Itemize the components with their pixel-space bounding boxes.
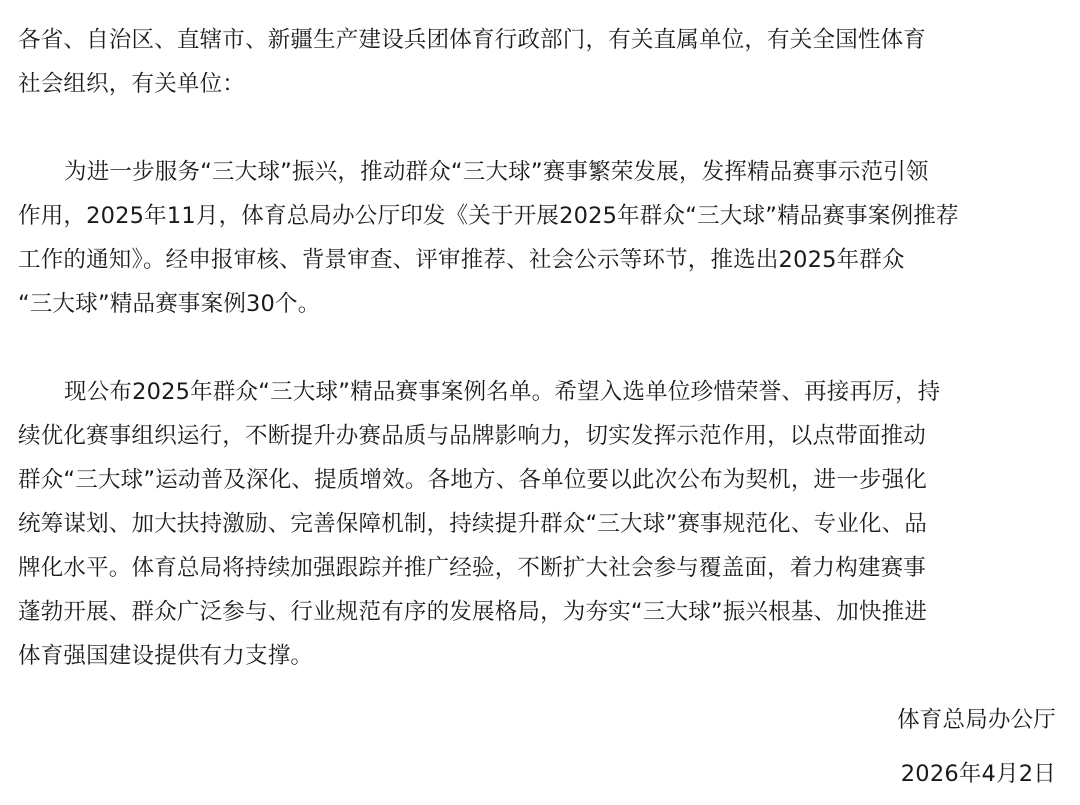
salutation-line: 社会组织，有关单位： (18, 71, 246, 97)
notice-document (18, 18, 1062, 678)
paragraph-gap (18, 106, 1062, 150)
paragraph-line: 统筹谋划、加大扶持激励、完善保障机制，持续提升群众“三大球”赛事规范化、专业化、品 (18, 511, 928, 537)
paragraph-line: 蓬勃开展、群众广泛参与、行业规范有序的发展格局，为夯实“三大球”振兴根基、加快推进 (18, 599, 928, 625)
paragraph-line: 工作的通知》。经申报审核、背景审查、评审推荐、社会公示等环节，推选出2025年群众 (18, 247, 905, 273)
salutation (18, 18, 1062, 106)
paragraph-line: 为进一步服务“三大球”振兴，推动群众“三大球”赛事繁荣发展，发挥精品赛事示范引领 (64, 159, 929, 185)
paragraph-line: 现公布2025年群众“三大球”精品赛事案例名单。希望入选单位珍惜荣誉、再接再厉，持 (64, 379, 941, 405)
paragraph-announcement-body (18, 370, 1062, 678)
signature-date: 2026年4月2日 (900, 761, 1056, 787)
salutation-line: 各省、自治区、直辖市、新疆生产建设兵团体育行政部门，有关直属单位，有关全国性体育 (18, 27, 927, 53)
paragraph-line: 牌化水平。体育总局将持续加强跟踪并推广经验，不断扩大社会参与覆盖面，着力构建赛事 (18, 555, 927, 581)
paragraph-line: 体育强国建设提供有力支撑。 (18, 643, 314, 669)
paragraph-announcement-background (18, 150, 1062, 326)
signature-organization: 体育总局办公厅 (897, 707, 1056, 733)
paragraph-line: “三大球”精品赛事案例30个。 (18, 291, 321, 317)
paragraph-line: 续优化赛事组织运行，不断提升办赛品质与品牌影响力，切实发挥示范作用，以点带面推动 (18, 423, 927, 449)
paragraph-line: 群众“三大球”运动普及深化、提质增效。各地方、各单位要以此次公布为契机，进一步强化 (18, 467, 928, 493)
paragraph-line: 作用，2025年11月，体育总局办公厅印发《关于开展2025年群众“三大球”精品赛事案例推荐 (18, 203, 959, 229)
paragraph-gap (18, 326, 1062, 370)
